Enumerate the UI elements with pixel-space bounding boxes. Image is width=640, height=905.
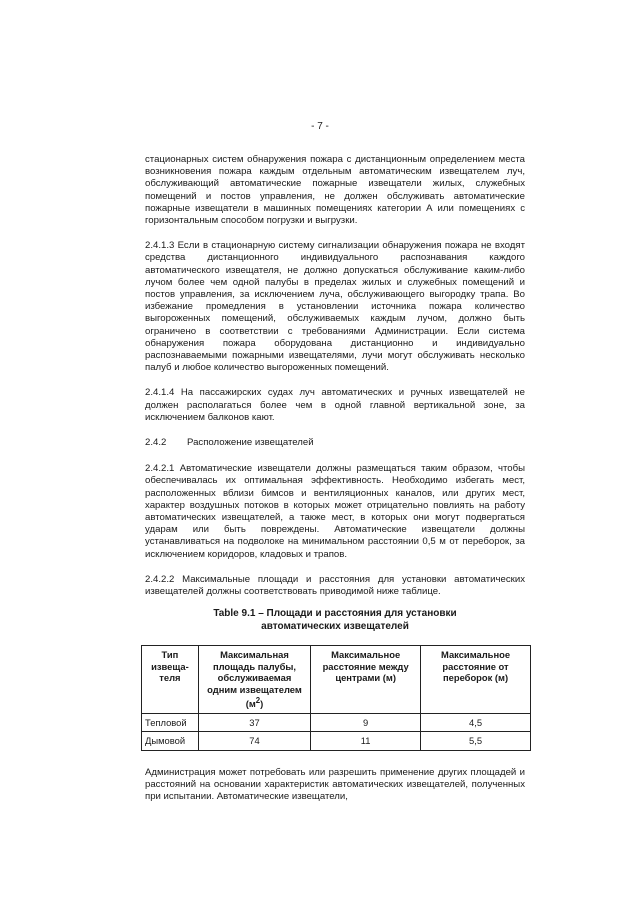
table-header-row [142,646,531,714]
cell-type: Дымовой [142,732,199,751]
table-caption-line1: Table 9.1 – Площади и расстояния для установки [213,608,457,620]
table-row [142,732,531,751]
header-max-area [198,646,310,714]
header-max-bulkhead-distance: Максимальное расстояние от переборок (м) [421,646,531,714]
paragraph-2-4-1-3: 2.4.1.3 Если в стационарную систему сигнализации обнаружения пожара не входят средства дистанционного индивидуального распознавания каждого автоматического извещателя, не должно допускаться обслуживание каким-либо лучом более чем одной палубы в пределах жилых и служебных помещений и постов управления, за исключением луча, обслуживающего выгородку трапа. Во избежание промедления в установлении источника пожара количество выгороженных помещений, обслуживаемых каждым лучом, должно быть ограничено в соответствии с требованиями Администрации. Если система обнаружения пожара оборудована дистанционно и индивидуально распознаваемыми пожарными извещателями, лучи могут обслуживать несколько палуб и любое количество выгороженных помещений. [145,240,525,374]
page-number: - 7 - [311,121,329,132]
cell-centers: 11 [311,732,421,751]
cell-area: 37 [198,713,310,732]
detector-spacing-table [141,645,531,751]
paragraph-2-4-2-2: 2.4.2.2 Максимальные площади и расстояния для установки автоматических извещателей должны соответствовать приводимой ниже таблице. [145,573,525,598]
section-heading [145,437,525,449]
paragraph-2-4-2-1: 2.4.2.1 Автоматические извещатели должны размещаться таким образом, чтобы обеспечивалась их оптимальная эффективность. Необходимо избегать мест, расположенных вблизи бимсов и вентиляционных каналов, или других мест, характер воздушных потоков в которых может отрицательно повлиять на работу автоматических извещателей, а также мест, в которых они могут подвергаться ударам или быть повреждены. Автоматические извещатели должны устанавливаться на подволоке на минимальном расстоянии 0,5 м от переборок, за исключением коридоров, кладовых и трапов. [145,463,525,560]
section-title: Расположение извещателей [187,437,314,449]
header-max-area-unit: (м [245,698,256,710]
document-body [145,154,525,804]
header-max-center-distance: Максимальное расстояние между центрами (м) [311,646,421,714]
cell-type: Тепловой [142,713,199,732]
header-max-area-text: Максимальная площадь палубы, обслуживаемая одним извещателем [207,649,302,695]
header-detector-type: Тип извеща-теля [142,646,199,714]
paragraph-continuation: стационарных систем обнаружения пожара с дистанционным определением места возникновения пожара каждым отдельным автоматическим извещателем луч, обслуживающий автоматические пожарные извещатели жилых, служебных помещений и постов управления, не должен обслуживать автоматические пожарные извещатели в машинных помещениях категории А или помещениях с горизонтальным способом погрузки и выгрузки. [145,154,525,227]
section-number: 2.4.2 [145,437,167,449]
table-caption [145,608,525,633]
paragraph-2-4-1-4: 2.4.1.4 На пассажирских судах луч автоматических и ручных извещателей не должен располагаться более чем в одной главной вертикальной зоне, за исключением балконов кают. [145,387,525,423]
paragraph-administration: Администрация может потребовать или разрешить применение других площадей и расстояний на основании характеристик автоматических извещателей, полученных при испытании. Автоматические извещатели, [145,766,525,803]
table-caption-line2: автоматических извещателей [261,620,409,632]
header-max-area-close: ) [260,698,264,710]
cell-centers: 9 [311,713,421,732]
table-row [142,713,531,732]
header-max-area-sup: 2 [255,696,261,706]
cell-bulkheads: 5,5 [421,732,531,751]
cell-bulkheads: 4,5 [421,713,531,732]
cell-area: 74 [198,732,310,751]
